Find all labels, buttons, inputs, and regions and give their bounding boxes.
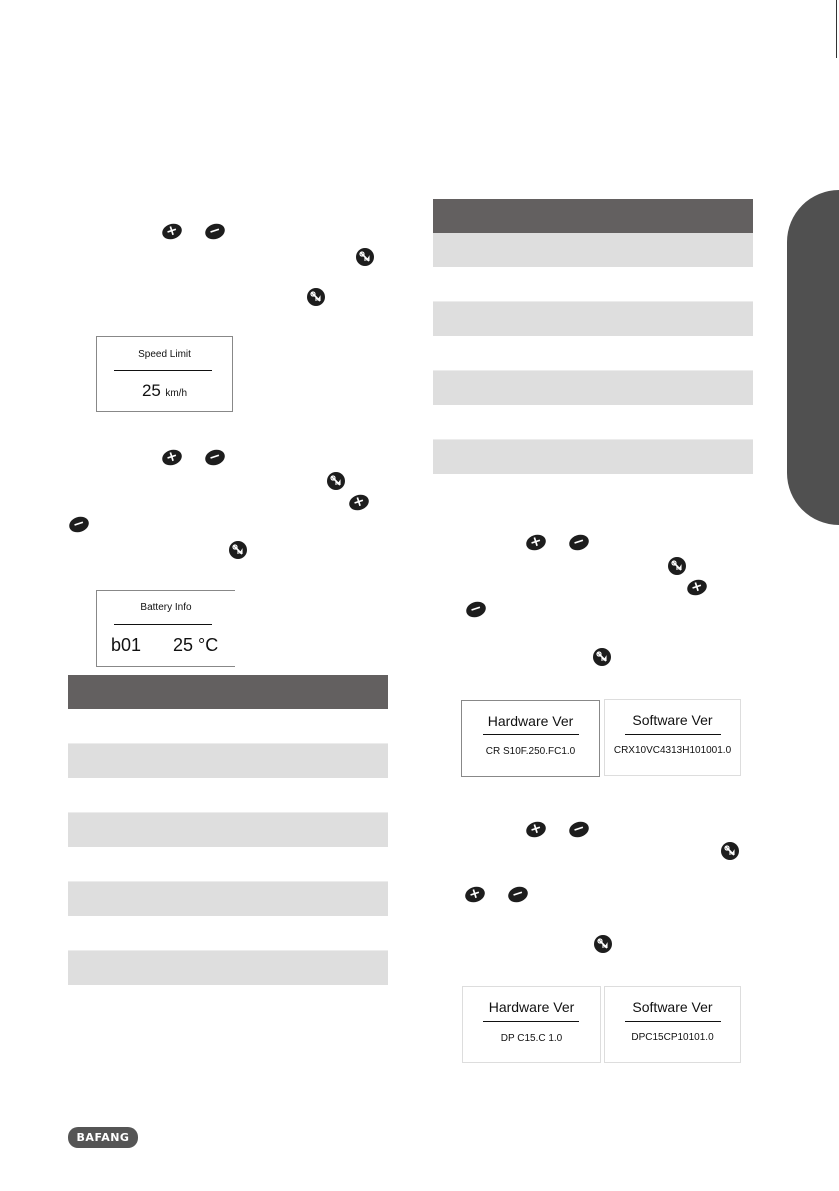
table-row [68, 744, 388, 778]
power-mode-button-icon [721, 842, 739, 860]
software-version-title: Software Ver [632, 999, 713, 1015]
divider [625, 1021, 721, 1022]
table-row [433, 302, 753, 336]
software-version-value: DPC15CP10101.0 [631, 1032, 714, 1043]
section-side-tab [787, 190, 839, 525]
right-table [433, 199, 753, 474]
plus-button-icon: + [160, 447, 184, 467]
minus-button-icon: − [506, 884, 530, 904]
table-row [433, 233, 753, 267]
battery-temperature: 25 °C [173, 635, 219, 655]
table-row [68, 778, 388, 813]
left-table [68, 675, 388, 985]
power-mode-button-icon [668, 557, 686, 575]
battery-info-title: Battery Info [140, 602, 192, 613]
minus-button-icon: − [203, 447, 227, 467]
minus-button-icon: − [203, 221, 227, 241]
hardware-version-value: DP C15.C 1.0 [500, 1033, 563, 1044]
table-header [68, 675, 388, 709]
software-version-title: Software Ver [632, 712, 713, 728]
power-mode-button-icon [594, 935, 612, 953]
minus-button-icon: − [567, 819, 591, 839]
table-row [68, 882, 388, 916]
power-mode-button-icon [593, 648, 611, 666]
minus-button-icon: − [567, 532, 591, 552]
plus-button-icon: + [160, 221, 184, 241]
table-row [68, 813, 388, 847]
plus-button-icon: + [463, 884, 487, 904]
power-mode-button-icon [307, 288, 325, 306]
battery-code: b01 [111, 635, 142, 655]
table-row [433, 336, 753, 371]
controller-hardware-version-display [461, 700, 600, 777]
speed-limit-unit: km/h [165, 388, 188, 399]
display-software-version-display [604, 986, 741, 1063]
display-hardware-version-display [462, 986, 601, 1063]
table-row [433, 405, 753, 440]
table-row [68, 916, 388, 951]
plus-button-icon: + [347, 492, 371, 512]
software-version-value: CRX10VC4313H101001.0 [613, 745, 732, 756]
table-row [68, 951, 388, 985]
divider [483, 1021, 579, 1022]
divider [625, 734, 721, 735]
power-mode-button-icon [229, 541, 247, 559]
hardware-version-value: CR S10F.250.FC1.0 [485, 746, 576, 757]
divider [483, 734, 579, 735]
minus-button-icon: − [67, 514, 91, 534]
plus-button-icon: + [524, 532, 548, 552]
plus-button-icon: + [685, 577, 709, 597]
divider [114, 370, 212, 371]
plus-button-icon: + [524, 819, 548, 839]
hardware-version-title: Hardware Ver [488, 999, 575, 1015]
power-mode-button-icon [356, 248, 374, 266]
power-mode-button-icon [327, 472, 345, 490]
minus-button-icon: − [464, 599, 488, 619]
table-row [433, 371, 753, 405]
divider [114, 624, 212, 625]
crop-mark [836, 0, 837, 58]
table-row [68, 847, 388, 882]
table-row [433, 267, 753, 302]
table-header [433, 199, 753, 233]
speed-limit-value: 25 [141, 381, 161, 400]
table-row [68, 709, 388, 744]
bafang-logo: BAFANG [68, 1127, 138, 1148]
speed-limit-title: Speed Limit [138, 349, 191, 360]
table-row [433, 440, 753, 474]
controller-software-version-display [604, 699, 741, 776]
speed-limit-value-row [97, 381, 232, 401]
hardware-version-title: Hardware Ver [487, 713, 574, 729]
battery-info-display [96, 590, 235, 667]
speed-limit-display [96, 336, 233, 412]
